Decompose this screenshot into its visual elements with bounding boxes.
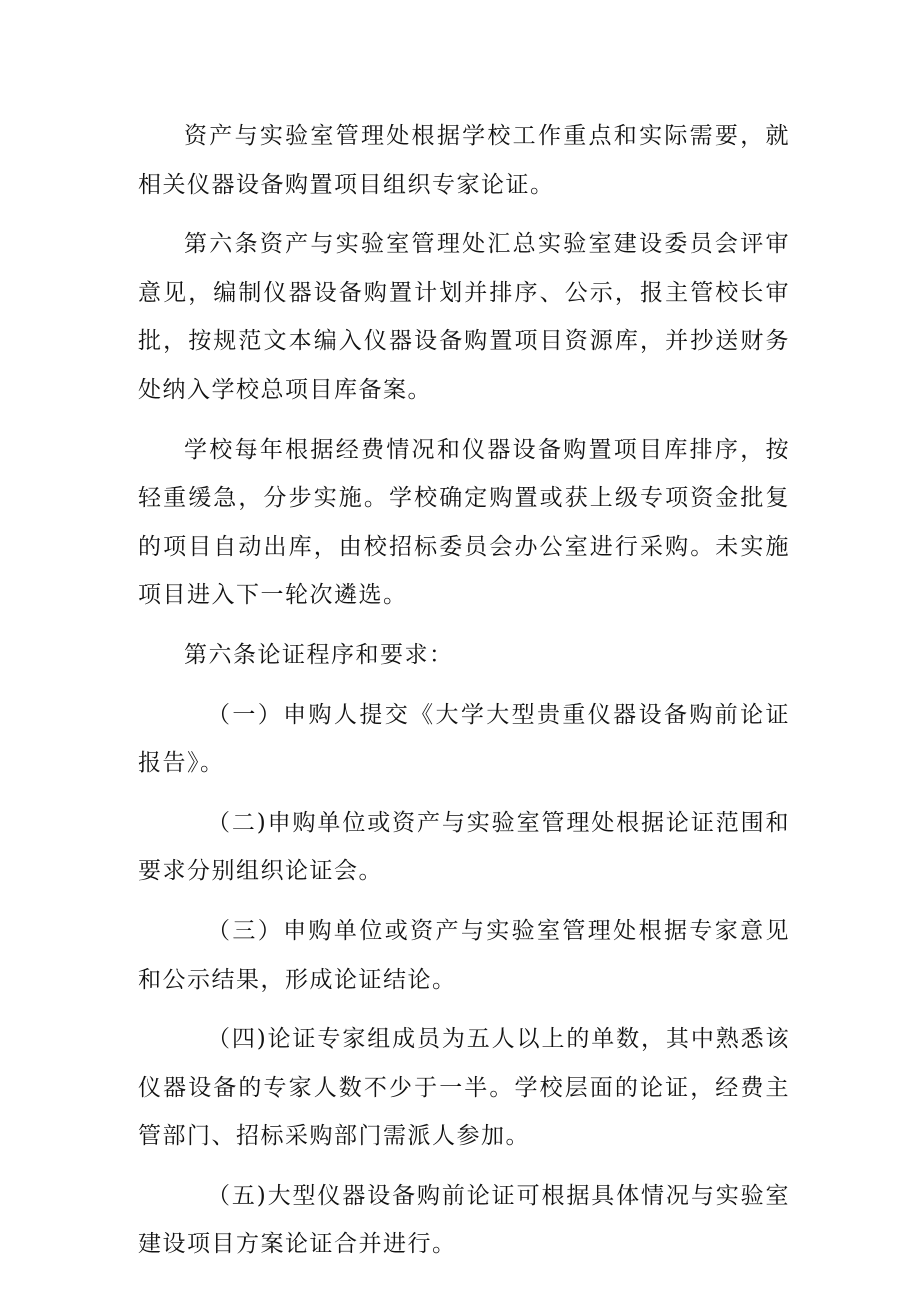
paragraph-intro: 资产与实验室管理处根据学校工作重点和实际需要，就相关仪器设备购置项目组织专家论证。 <box>138 123 790 198</box>
paragraph-annual-implementation: 学校每年根据经费情况和仪器设备购置项目库排序，按轻重缓急，分步实施。学校确定购置或获上级专项资金批复的项目自动出库，由校招标委员会办公室进行采购。未实施项目进入下一轮次遴选。 <box>138 436 790 609</box>
list-item-2: （二)申购单位或资产与实验室管理处根据论证范围和要求分别组织论证会。 <box>138 809 790 885</box>
document-body <box>138 112 790 1280</box>
paragraph-article-6-procedure: 第六条论证程序和要求： <box>184 641 454 668</box>
list-item-4: （四)论证专家组成员为五人以上的单数，其中熟悉该仪器设备的专家人数不少于一半。学校层面的论证，经费主管部门、招标采购部门需派人参加。 <box>138 1026 790 1150</box>
paragraph-article-6-plan: 第六条资产与实验室管理处汇总实验室建设委员会评审意见，编制仪器设备购置计划并排序、公示，报主管校长审批，按规范文本编入仪器设备购置项目资源库，并抄送财务处纳入学校总项目库备案。 <box>138 231 790 403</box>
list-item-3: （三）申购单位或资产与实验室管理处根据专家意见和公示结果，形成论证结论。 <box>138 917 790 993</box>
list-item-5: （五)大型仪器设备购前论证可根据具体情况与实验室建设项目方案论证合并进行。 <box>138 1182 790 1258</box>
list-item-1: （一）申购人提交《大学大型贵重仪器设备购前论证报告》。 <box>138 701 790 777</box>
